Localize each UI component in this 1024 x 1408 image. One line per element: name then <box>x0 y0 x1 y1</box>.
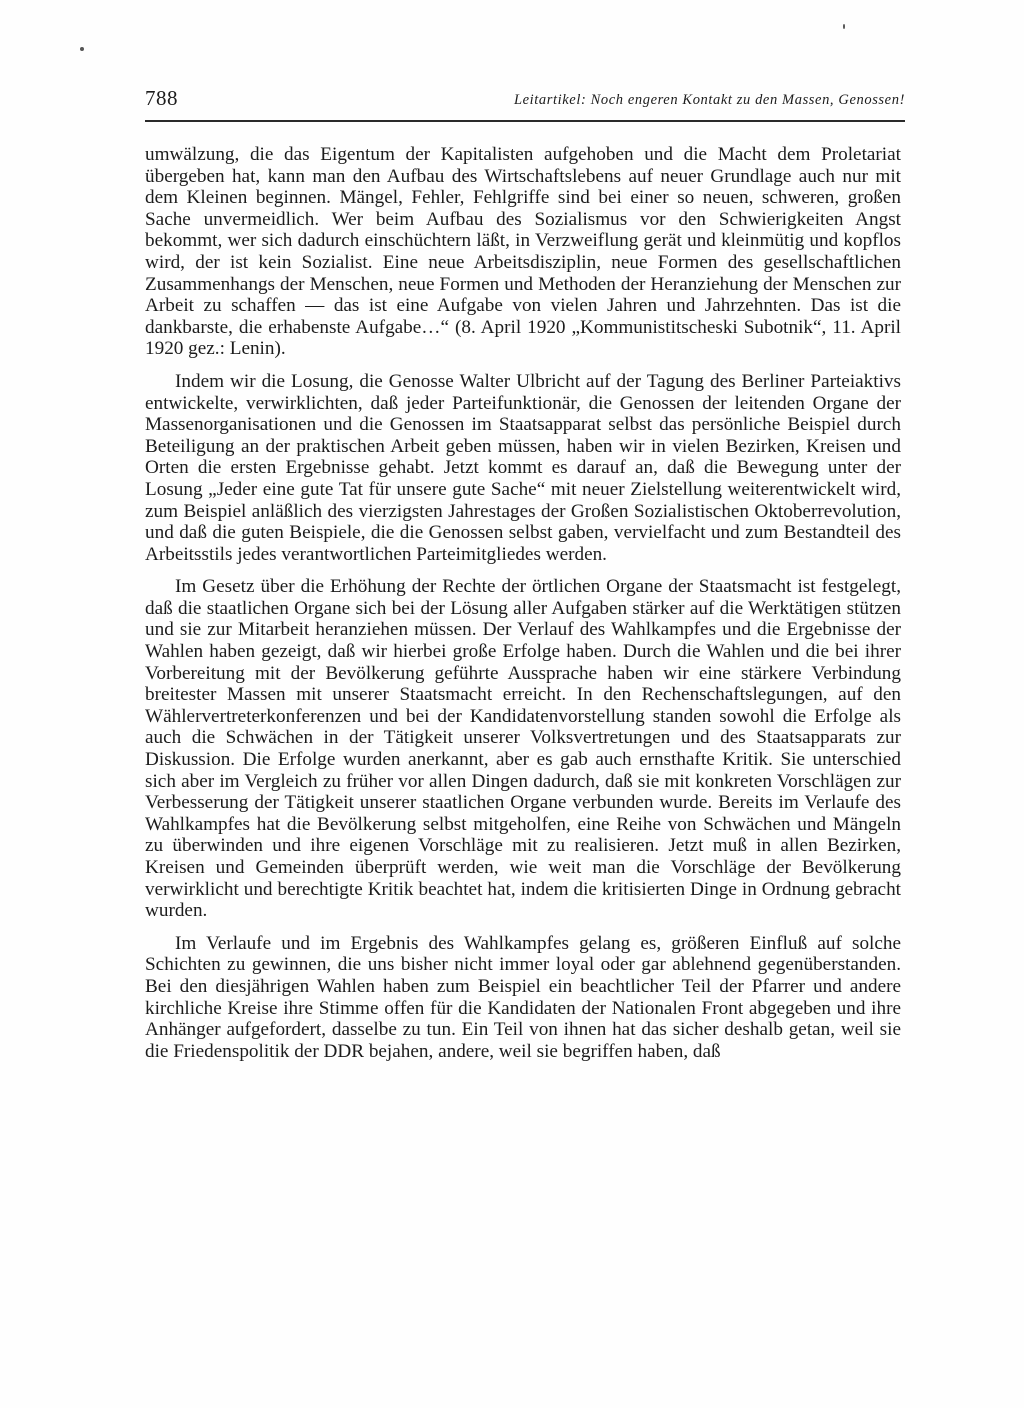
header-rule <box>145 120 905 122</box>
running-title: Leitartikel: Noch engeren Kontakt zu den Massen, Genossen! <box>513 92 905 108</box>
article-body <box>145 144 901 1062</box>
paragraph-1: umwälzung, die das Eigentum der Kapitalisten aufgehoben und die Macht dem Proletariat übergeben hat, kann man den Aufbau des Wirtschaftslebens auf neuer Grundlage auch nur mit dem Kleinen beginnen. Mängel, Fehler, Fehlgriffe sind bei einer so neuen, schweren, großen Sache unvermeidlich. Wer beim Aufbau des Sozialismus vor den Schwierigkeiten Angst bekommt, wer sich dadurch einschüchtern läßt, in Verzweiflung gerät und kleinmütig und kopflos wird, der ist kein Sozialist. Eine neue Arbeitsdisziplin, neue Formen des gesellschaftlichen Zusammenhangs der Menschen, neue Formen und Methoden der Heranziehung der Menschen zur Arbeit zu schaffen — das ist eine Aufgabe von vielen Jahren und Jahrzehnten. Das ist die dankbarste, die erhabenste Aufgabe…“ (8. April 1920 „Kommunistitscheski Subotnik“, 11. April 1920 gez.: Lenin). <box>145 144 901 360</box>
page-header <box>145 86 905 116</box>
print-speck <box>80 47 84 51</box>
paragraph-3: Im Gesetz über die Erhöhung der Rechte der örtlichen Organe der Staatsmacht ist festgelegt, daß die staatlichen Organe sich bei der Lösung aller Aufgaben stärker auf die Werktätigen stützen und sie zur Mitarbeit heranziehen müssen. Der Verlauf des Wahlkampfes und die Ergebnisse der Wahlen haben gezeigt, daß wir hierbei große Erfolge haben. Durch die Wahlen und die bei ihrer Vorbereitung mit der Bevölkerung geführte Aussprache haben wir eine stärkere Verbindung breitester Massen mit unserer Staatsmacht erreicht. In den Rechenschaftslegungen, auf den Wählervertreterkonferenzen und bei der Kandidatenvorstellung standen sowohl die Erfolge als auch die Schwächen in der Tätigkeit unserer Volksvertretungen und des Staatsapparats zur Diskussion. Die Erfolge wurden anerkannt, aber es gab auch ernsthafte Kritik. Sie unterschied sich aber im Vergleich zu früher vor allen Dingen dadurch, daß sie mit konkreten Vorschlägen zur Verbesserung der Tätigkeit unserer staatlichen Organe verbunden wurde. Bereits im Verlaufe des Wahlkampfes hat die Bevölkerung selbst mitgeholfen, eine Reihe von Schwächen und Mängeln zu überwinden und ihre eigenen Vorschläge mit zu realisieren. Jetzt muß in allen Bezirken, Kreisen und Gemeinden überprüft werden, wie weit man die Vorschläge der Bevölkerung verwirklicht und berechtigte Kritik beachtet hat, indem die kritisierten Dinge in Ordnung gebracht wurden. <box>145 576 901 922</box>
paragraph-2: Indem wir die Losung, die Genosse Walter Ulbricht auf der Tagung des Berliner Parteiaktivs entwickelte, verwirklichten, daß jeder Parteifunktionär, die Genossen der leitenden Organe der Massenorganisationen und die Genossen im Staatsapparat selbst das persönliche Beispiel durch Beteiligung an der praktischen Arbeit geben müssen, haben wir in vielen Bezirken, Kreisen und Orten die ersten Ergebnisse gehabt. Jetzt kommt es darauf an, daß die Bewegung unter der Losung „Jeder eine gute Tat für unsere gute Sache“ mit neuer Zielstellung weiterentwickelt wird, zum Beispiel anläßlich des vierzigsten Jahrestages der Großen Sozialistischen Oktoberrevolution, und daß die guten Beispiele, die die Genossen selbst gaben, vervielfacht und zum Bestandteil des Arbeitsstils jedes verantwortlichen Parteimitgliedes werden. <box>145 370 901 565</box>
page-number: 788 <box>145 86 178 110</box>
paragraph-4: Im Verlaufe und im Ergebnis des Wahlkampfes gelang es, größeren Einfluß auf solche Schichten zu gewinnen, die uns bisher nicht immer loyal oder gar ablehnend gegenüberstanden. Bei den diesjährigen Wahlen haben zum Beispiel ein beachtlicher Teil der Pfarrer und andere kirchliche Kreise ihre Stimme offen für die Kandidaten der Nationalen Front abgegeben und ihre Anhänger aufgefordert, dasselbe zu tun. Ein Teil von ihnen hat das sicher deshalb getan, weil sie die Friedenspolitik der DDR bejahen, andere, weil sie begriffen haben, daß <box>145 932 901 1062</box>
print-speck <box>843 24 845 29</box>
